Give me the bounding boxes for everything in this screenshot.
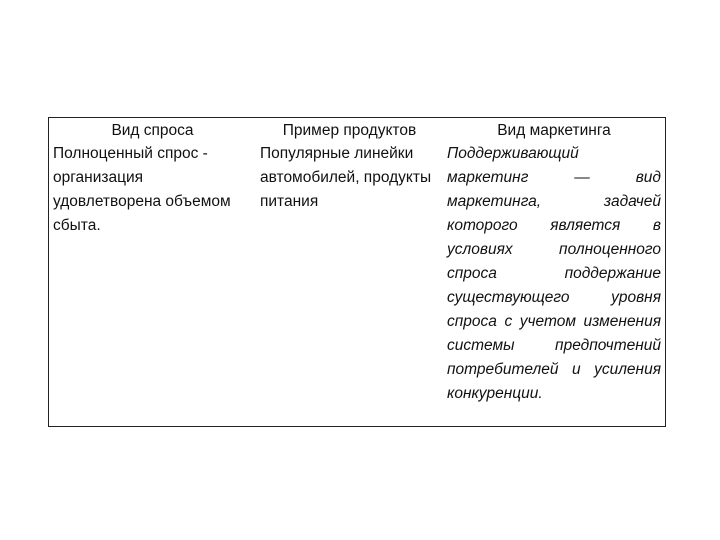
cell-demand-type: Полноценный спрос - организация удовлетворена объемом сбыта. [53,145,231,234]
table-row [49,142,665,406]
header-marketing-type: Вид маркетинга [497,122,611,139]
demand-marketing-table [48,117,666,427]
table [49,118,665,406]
header-product-example: Пример продуктов [282,122,417,139]
header-demand-type: Вид спроса [111,122,194,139]
cell-marketing-type: Поддерживающий маркетинг — вид маркетинга, задачей которого является в условиях полноценного спроса поддержание существующего уровня спроса с учетом изменения системы предпочтений потребителей и усиления конкуренции. [447,145,661,402]
header-row [49,118,665,142]
cell-product-example: Популярные линейки автомобилей, продукты питания [260,145,432,210]
